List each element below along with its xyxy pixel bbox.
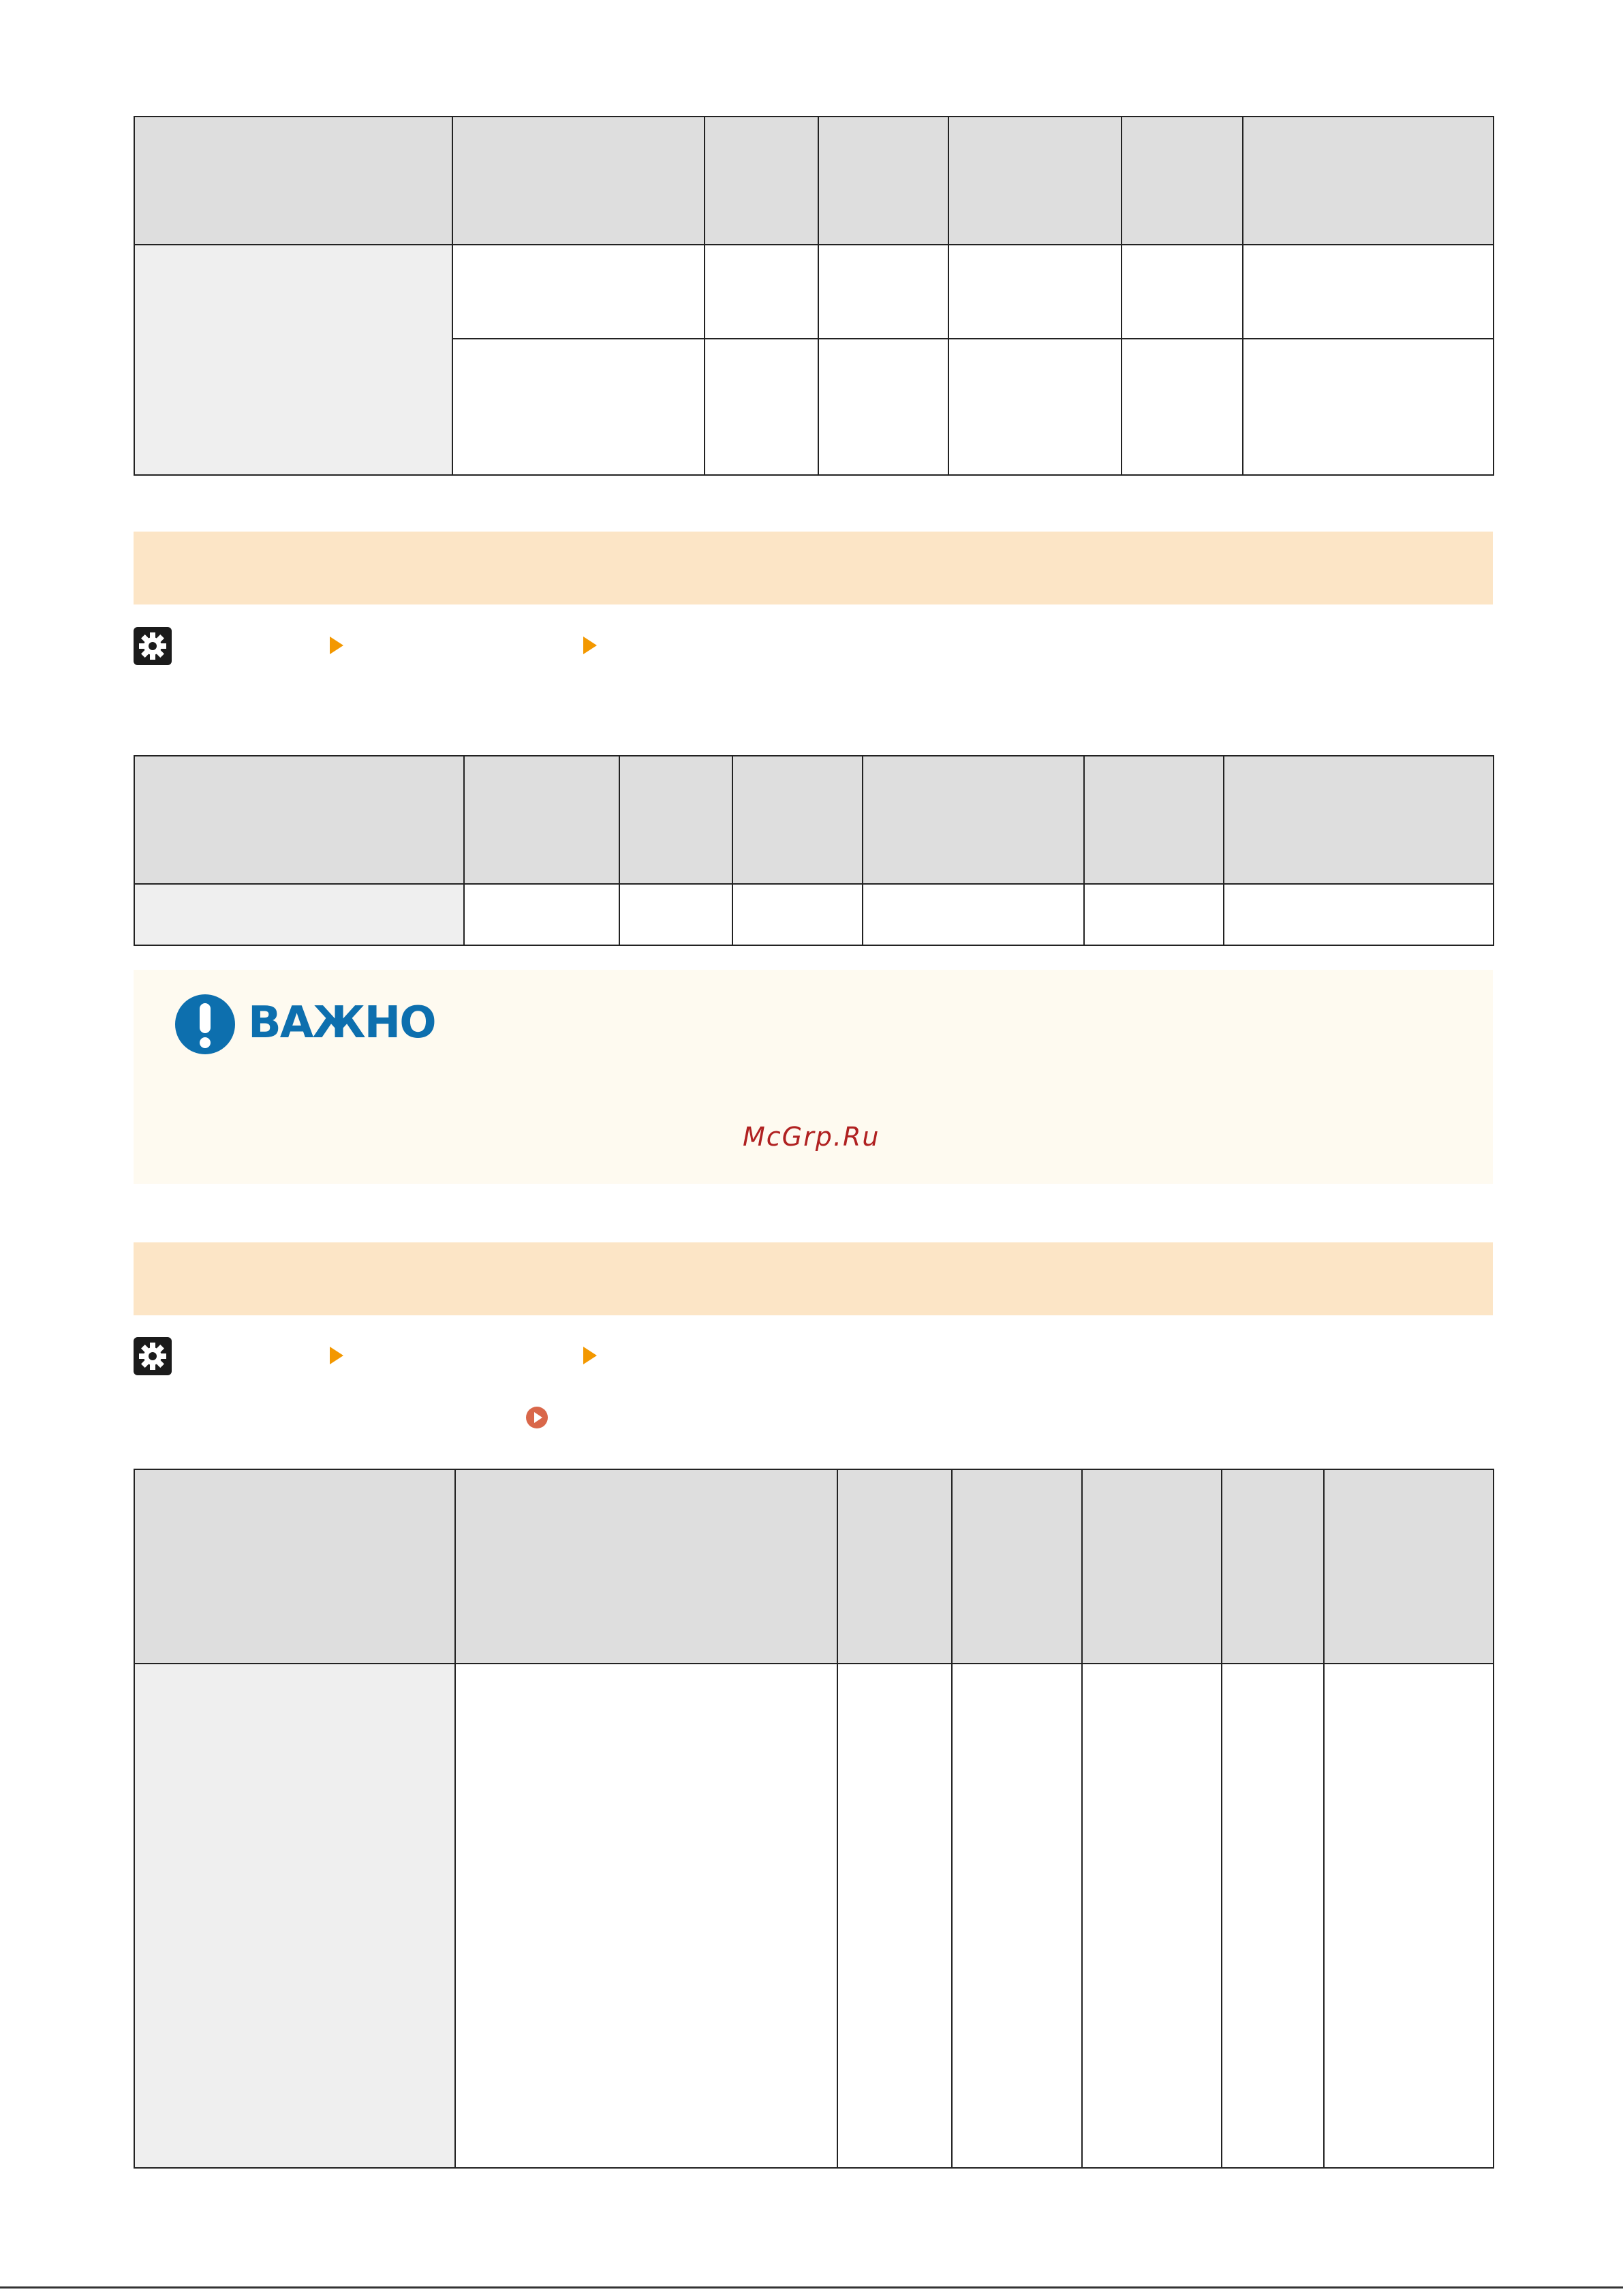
- table-row: [134, 245, 1494, 339]
- important-label: ВАЖНО: [248, 998, 435, 1048]
- triangle-right-icon: [583, 1347, 597, 1364]
- settings-navigation-path: [134, 627, 815, 668]
- table-header-row: [134, 756, 1494, 884]
- settings-table-3: [134, 1469, 1494, 2169]
- settings-table-1: [134, 116, 1494, 476]
- triangle-right-icon: [330, 637, 343, 654]
- section-header-band: [134, 532, 1493, 604]
- table-header-row: [134, 117, 1494, 245]
- table-header-row: [134, 1469, 1494, 1664]
- table-row: [134, 884, 1494, 945]
- table-row: [134, 1664, 1494, 2168]
- triangle-right-icon: [330, 1347, 343, 1364]
- settings-navigation-path: [134, 1337, 815, 1378]
- settings-table-2: [134, 755, 1494, 946]
- watermark-text: McGrp.Ru: [743, 1122, 880, 1152]
- page-footer-rule: [0, 2286, 1623, 2289]
- gear-icon: [134, 1337, 172, 1375]
- triangle-right-icon: [583, 637, 597, 654]
- gear-icon: [134, 627, 172, 665]
- circle-play-icon[interactable]: [525, 1406, 548, 1429]
- section-header-band: [134, 1242, 1493, 1315]
- exclamation-circle-icon: [174, 994, 236, 1055]
